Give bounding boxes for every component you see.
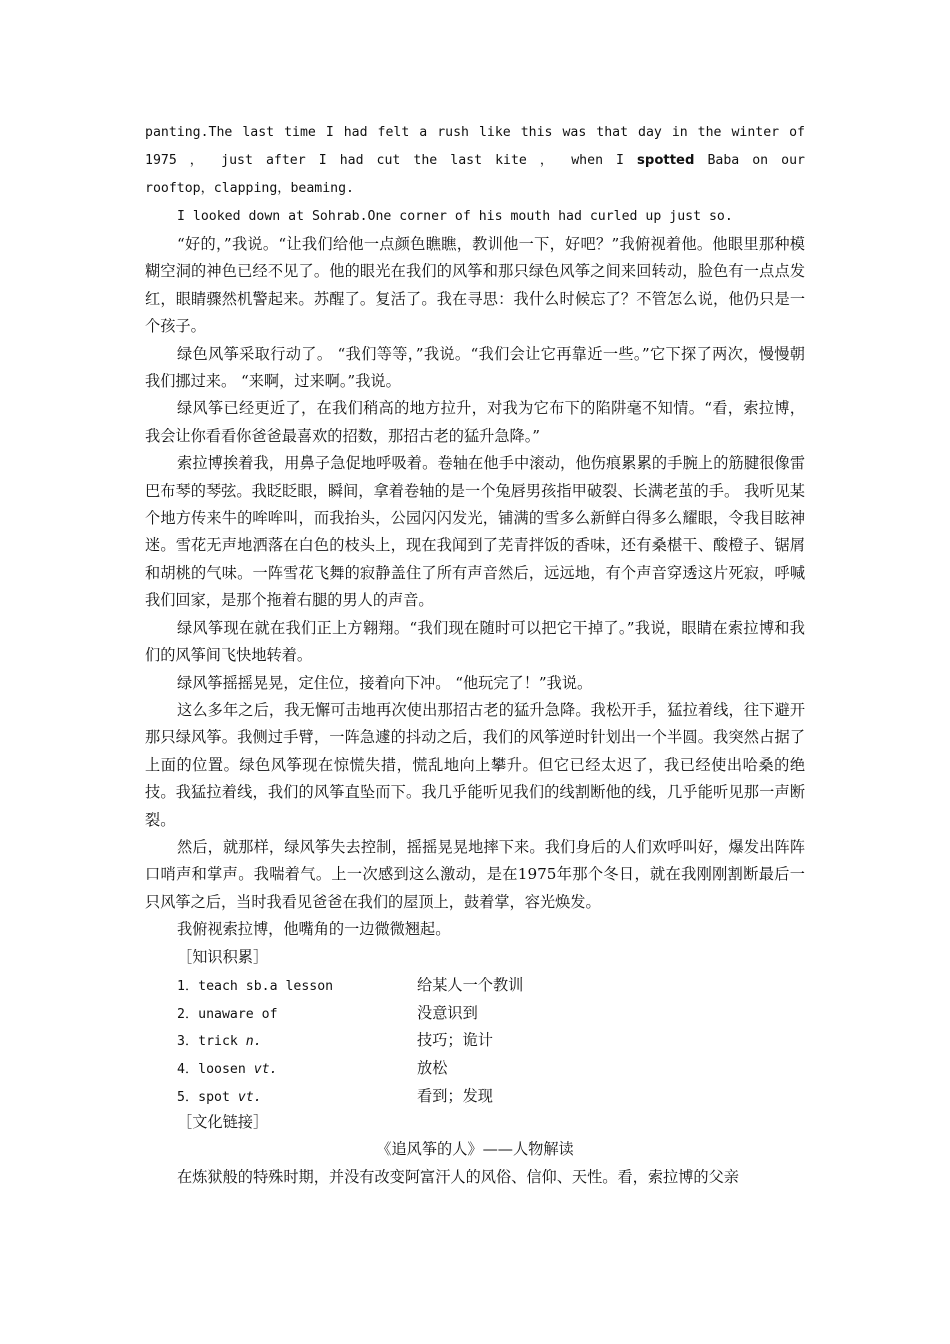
paragraph: 然后，就那样，绿风筝失去控制，摇摇晃晃地摔下来。我们身后的人们欢呼叫好，爆发出阵阵口哨声和掌声。我喘着气。上一次感到这么激动，是在1975年那个冬日，就在我刚刚割断最后一只风筝之后，当时我看见爸爸在我们的屋顶上，鼓着掌，容光焕发。: [145, 837, 805, 911]
paragraph: 绿风筝现在就在我们正上方翱翔。“我们现在随时可以把它干掉了。”我说，眼睛在索拉博和我们的风筝间飞快地转着。: [145, 618, 805, 665]
culture-heading: ［文化链接］: [177, 1112, 269, 1131]
english-line-2: [145, 147, 805, 175]
document-page: [145, 119, 805, 1191]
vocab-item: 1．teach sb.a lesson 给某人一个教训: [177, 976, 524, 995]
paragraph: 绿风筝摇摇晃晃，定住位，接着向下冲。 “他玩完了！”我说。: [177, 673, 593, 692]
culture-title: 《追风筝的人》——人物解读: [376, 1140, 574, 1159]
english-line-2-end: Baba on our: [694, 153, 805, 168]
culture-paragraph: 在炼狱般的特殊时期，并没有改变阿富汗人的风俗、信仰、天性。看，索拉博的父亲: [177, 1167, 739, 1186]
paragraph: 我俯视索拉博，他嘴角的一边微微翘起。: [177, 920, 451, 939]
paragraph: “好的，”我说。“让我们给他一点颜色瞧瞧，教训他一下，好吧？”我俯视着他。他眼里那种模糊空洞的神色已经不见了。他的眼光在我们的风筝和那只绿色风筝之间来回转动，脸色有一点点发红，眼睛骤然机警起来。苏醒了。复活了。我在寻思：我什么时候忘了？不管怎么说，他仍只是一个孩子。: [145, 235, 805, 336]
vocab-item: 3．trick n. 技巧；诡计: [177, 1031, 493, 1050]
paragraph: 这么多年之后，我无懈可击地再次使出那招古老的猛升急降。我松开手，猛拉着线，往下避开那只绿风筝。我侧过手臂，一阵急遽的抖动之后，我们的风筝逆时针划出一个半圆。我突然占据了上面的位置。绿色风筝现在惊慌失措，慌乱地向上攀升。但它已经太迟了，我已经使出哈桑的绝技。我猛拉着线，我们的风筝直坠而下。我几乎能听见我们的线割断他的线，几乎能听见那一声断裂。: [145, 700, 805, 829]
english-line-3: rooftop，clapping，beaming.: [145, 181, 354, 196]
english-line-2-start: 1975 ， just after I had cut the last kite ， when I: [145, 153, 638, 168]
paragraph: 绿风筝已经更近了，在我们稍高的地方拉升，对我为它布下的陷阱毫不知情。“看，索拉博，我会让你看看你爸爸最喜欢的招数，那招古老的猛升急降。”: [145, 399, 805, 445]
vocab-item: 4．loosen vt. 放松: [177, 1059, 448, 1078]
english-line-4: I looked down at Sohrab.One corner of his mouth had curled up just so.: [177, 209, 733, 224]
paragraph: 绿色风筝采取行动了。 “我们等等，”我说。“我们会让它再靠近一些。”它下探了两次，慢慢朝我们挪过来。 “来啊，过来啊。”我说。: [145, 344, 805, 391]
knowledge-heading: ［知识积累］: [177, 947, 269, 966]
vocab-item: 5．spot vt. 看到；发现: [177, 1086, 493, 1105]
vocab-item: 2．unaware of 没意识到: [177, 1003, 478, 1022]
english-line-1: panting.The last time I had felt a rush like this was that day in the winter of: [145, 125, 805, 140]
paragraph: 索拉博挨着我，用鼻子急促地呼吸着。卷轴在他手中滚动，他伤痕累累的手腕上的筋腱很像雷巴布琴的琴弦。我眨眨眼，瞬间，拿着卷轴的是一个兔唇男孩指甲破裂、长满老茧的手。 我听见某个地方传来牛的哞哞叫，而我抬头，公园闪闪发光，铺满的雪多么新鲜白得多么耀眼，令我目眩神迷。雪花无声地洒落在白色的枝头上，现在我闻到了芜青拌饭的香味，还有桑椹干、酸橙子、锯屑和胡桃的气味。一阵雪花飞舞的寂静盖住了所有声音然后，远远地，有个声音穿透这片死寂，呼喊我们回家，是那个拖着右腿的男人的声音。: [145, 454, 805, 610]
keyword-spotted: spotted: [637, 153, 695, 168]
